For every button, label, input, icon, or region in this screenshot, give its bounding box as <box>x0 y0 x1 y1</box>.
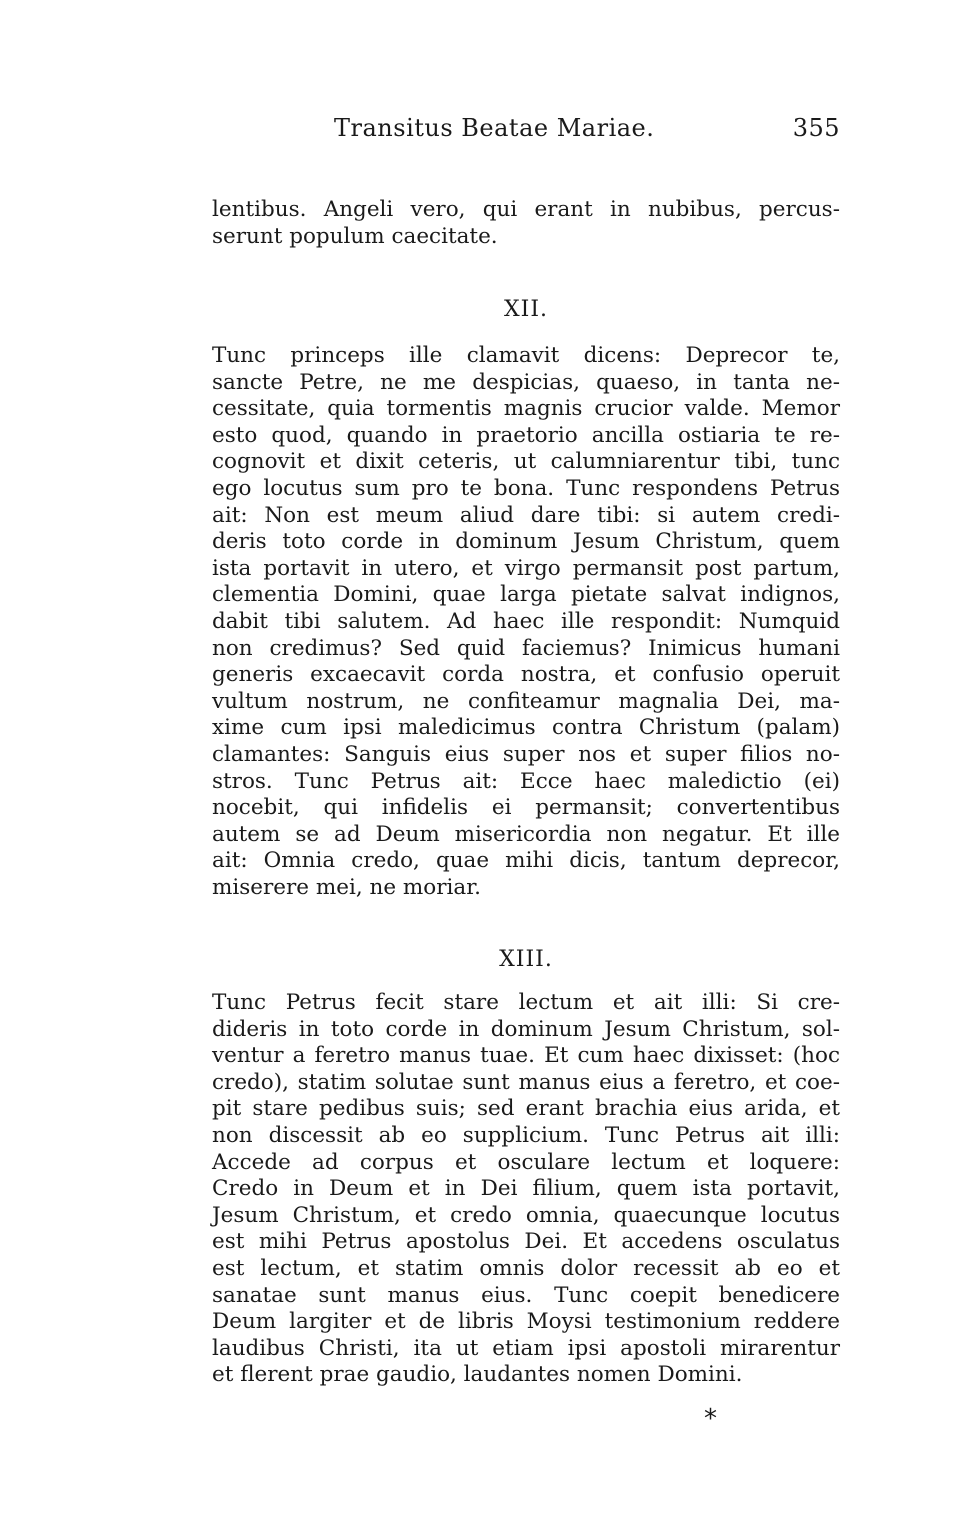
text-line: et flerent prae gaudio, laudantes nomen Domini. <box>212 1362 743 1388</box>
text-line: credo), statim solutae sunt manus eius a feretro, et coe- <box>212 1069 840 1095</box>
text-line: ego locutus sum pro te bona. Tunc respondens Petrus <box>212 475 840 501</box>
opening-paragraph <box>212 197 840 250</box>
text-line: clamantes: Sanguis eius super nos et super filios no- <box>212 741 840 767</box>
text-line: Credo in Deum et in Dei filium, quem ista portavit, <box>212 1176 840 1202</box>
text-line: laudibus Christi, ita ut etiam ipsi apostoli mirarentur <box>212 1335 840 1361</box>
text-line: ista portavit in utero, et virgo permansit post partum, <box>212 555 840 581</box>
text-line: generis excaecavit corda nostra, et confusio operuit <box>212 662 840 688</box>
text-line: sancte Petre, ne me despicias, quaeso, in tanta ne- <box>212 369 840 395</box>
text-line: serunt populum caecitate. <box>212 223 498 249</box>
text-line: lentibus. Angeli vero, qui erant in nubibus, percus- <box>212 197 840 222</box>
text-line: autem se ad Deum misericordia non negatur. Et ille <box>212 821 840 847</box>
chapter-xii-paragraph <box>212 343 840 901</box>
running-head <box>212 114 840 150</box>
text-line: vultum nostrum, ne confiteamur magnalia Dei, ma- <box>212 688 840 714</box>
text-line: stros. Tunc Petrus ait: Ecce haec maledictio (ei) <box>212 768 840 794</box>
text-line: esto quod, quando in praetorio ancilla ostiaria te re- <box>212 422 840 448</box>
text-line: Jesum Christum, et credo omnia, quaecunque locutus <box>212 1202 840 1228</box>
text-line: cognovit et dixit ceteris, ut calumniarentur tibi, tunc <box>212 449 840 475</box>
text-line: Tunc princeps ille clamavit dicens: Deprecor te, <box>212 343 840 368</box>
chapter-heading-xiii: XIII. <box>499 947 553 972</box>
running-title: Transitus Beatae Mariae. <box>334 114 655 142</box>
text-line: dabit tibi salutem. Ad haec ille respondit: Numquid <box>212 608 840 634</box>
text-line: nocebit, qui infidelis ei permansit; convertentibus <box>212 795 840 821</box>
text-line: dideris in toto corde in dominum Jesum Christum, sol- <box>212 1016 840 1042</box>
text-line: deris toto corde in dominum Jesum Christum, quem <box>212 529 840 555</box>
chapter-xiii-paragraph <box>212 990 840 1389</box>
text-line: est mihi Petrus apostolus Dei. Et accedens osculatus <box>212 1229 840 1255</box>
text-line: ventur a feretro manus tuae. Et cum haec dixisset: (hoc <box>212 1043 840 1069</box>
text-line: non credimus? Sed quid faciemus? Inimicus humani <box>212 635 840 661</box>
text-line: pit stare pedibus suis; sed erant brachia eius arida, et <box>212 1096 840 1122</box>
text-line: cessitate, quia tormentis magnis crucior valde. Memor <box>212 396 840 422</box>
text-line: clementia Domini, quae larga pietate salvat indignos, <box>212 582 840 608</box>
text-line: ait: Omnia credo, quae mihi dicis, tantum deprecor, <box>212 848 840 874</box>
text-line: Deum largiter et de libris Moysi testimonium reddere <box>212 1309 840 1335</box>
text-line: sanatae sunt manus eius. Tunc coepit benedicere <box>212 1282 840 1308</box>
text-line: Tunc Petrus fecit stare lectum et ait illi: Si cre- <box>212 990 840 1015</box>
text-line: miserere mei, ne moriar. <box>212 874 481 900</box>
end-asterisk-ornament: * <box>704 1404 717 1434</box>
chapter-heading-xii: XII. <box>503 297 549 322</box>
text-line: ait: Non est meum aliud dare tibi: si autem credi- <box>212 502 840 528</box>
text-line: Accede ad corpus et osculare lectum et loquere: <box>212 1149 840 1175</box>
text-line: est lectum, et statim omnis dolor recessit ab eo et <box>212 1255 840 1281</box>
text-line: xime cum ipsi maledicimus contra Christum (palam) <box>212 715 840 741</box>
page-number: 355 <box>792 114 840 142</box>
text-line: non discessit ab eo supplicium. Tunc Petrus ait illi: <box>212 1122 840 1148</box>
